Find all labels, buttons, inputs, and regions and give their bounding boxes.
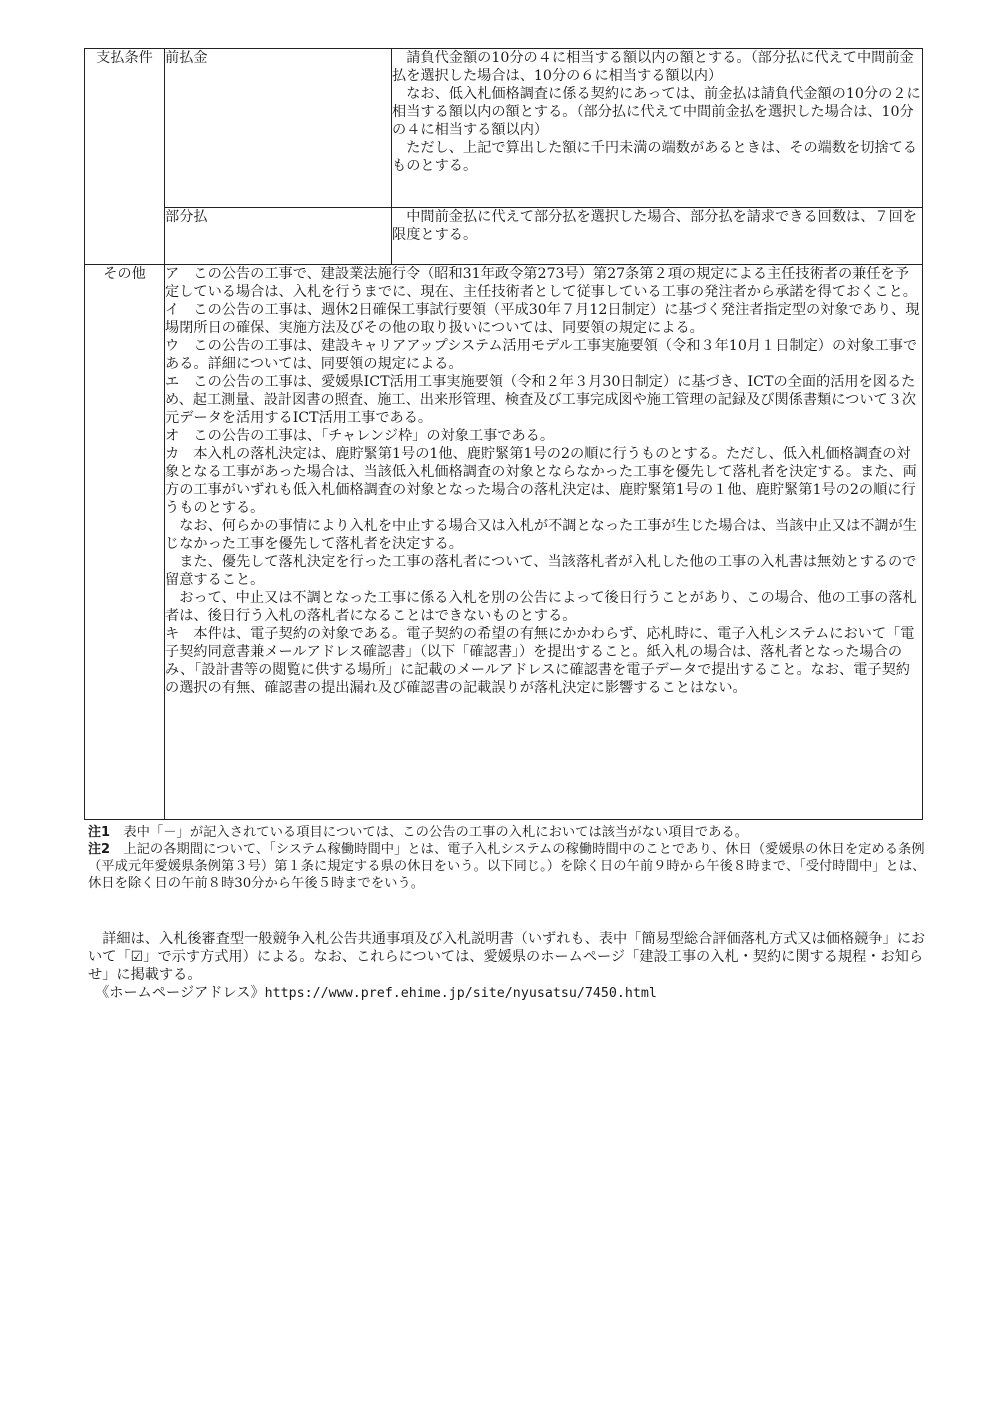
payment-partial-row (85, 208, 923, 265)
footnote-label: 注2 (88, 842, 111, 857)
other-content (165, 265, 923, 820)
other-item-a: ア この公告の工事で、建設業法施行令（昭和31年政令第273号）第27条第２項の規定による主任技術者の兼任を予定している場合は、入札を行うまでに、現在、主任技術者として従事している工事の発注者から承諾を得ておくこと。 (165, 266, 917, 300)
detail-text: 詳細は、入札後審査型一般競争入札公告共通事項及び入札説明書（いずれも、表中「簡易型総合評価落札方式又は価格競争」において「☑」で示す方式用）による。なお、これらについては、愛媛県のホームページ「建設工事の入札・契約に関する規程・お知らせ」に掲載する。 (88, 931, 926, 983)
other-item-u: ウ この公告の工事は、建設キャリアアップシステム活用モデル工事実施要領（令和３年10月１日制定）の対象工事である。詳細については、同要領の規定による。 (165, 338, 918, 372)
other-item-ka-note1: なお、何らかの事情により入札を中止する場合又は入札が不調となった工事が生じた場合は、当該中止又は不調が生じなかった工事を優先して落札者を決定する。 (165, 518, 917, 552)
other-item-ki: キ 本件は、電子契約の対象である。電子契約の希望の有無にかかわらず、応札時に、電子入札システムにおいて「電子契約同意書兼メールアドレス確認書」（以下「確認書」）を提出すること。紙入札の場合は、落札者となった場合のみ、「設計書等の閲覧に供する場所」に記載のメールアドレスに確認書を電子データで提出すること。なお、電子契約の選択の有無、確認書の提出漏れ及び確認書の記載誤りが落札決定に影響することはない。 (165, 626, 915, 696)
other-label: その他 (85, 265, 165, 820)
advance-paragraph: ただし、上記で算出した額に千円未満の端数があるときは、その端数を切捨てるものとする。 (392, 140, 917, 174)
advance-payment-content (392, 49, 923, 208)
advance-paragraph: 請負代金額の10分の４に相当する額以内の額とする。（部分払に代えて中間前金払を選択した場合は、10分の６に相当する額以内） (392, 50, 914, 84)
partial-payment-label: 部分払 (165, 208, 392, 265)
detail-section (88, 930, 928, 1003)
conditions-table (84, 48, 923, 820)
other-item-i: イ この公告の工事は、週休2日確保工事試行要領（平成30年７月12日制定）に基づく発注者指定型の対象であり、現場閉所日の確保、実施方法及びその他の取り扱いについては、同要領の規定による。 (165, 302, 920, 336)
homepage-label: 《ホームページアドレス》 (88, 985, 265, 1001)
homepage-line (88, 984, 928, 1003)
other-item-e: エ この公告の工事は、愛媛県ICT活用工事実施要領（令和２年３月30日制定）に基づき、ICTの全面的活用を図るため、起工測量、設計図書の照査、施工、出来形管理、検査及び工事完成図や施工管理の記録及び関係書類について３次元データを活用するICT活用工事である。 (165, 374, 917, 426)
other-item-ka: カ 本入札の落札決定は、鹿貯緊第1号の1他、鹿貯緊第1号の2の順に行うものとする。ただし、低入札価格調査の対象となる工事があった場合は、当該低入札価格調査の対象とならなかった工事を優先して落札者を決定する。また、両方の工事がいずれも低入札価格調査の対象となった場合の落札決定は、鹿貯緊第1号の１他、鹿貯緊第1号の2の順に行うものとする。 (165, 446, 917, 516)
footnote-text: 表中「－」が記入されている項目については、この公告の工事の入札においては該当がない項目である。 (110, 825, 749, 840)
advance-payment-label: 前払金 (165, 49, 392, 208)
advance-paragraph: なお、低入札価格調査に係る契約にあっては、前金払は請負代金額の10分の２に相当する額以内の額とする。（部分払に代えて中間前金払を選択した場合は、10分の４に相当する額以内） (392, 86, 921, 138)
partial-payment-content (392, 208, 923, 265)
footnote-label: 注1 (88, 825, 111, 840)
footnote-text: 上記の各期間について、「システム稼働時間中」とは、電子入札システムの稼働時間中のことであり、休日（愛媛県の休日を定める条例（平成元年愛媛県条例第３号）第１条に規定する県の休日をいう。以下同じ。）を除く日の午前９時から午後８時まで、「受付時間中」とは、休日を除く日の午前８時30分から午後５時までをいう。 (88, 842, 926, 891)
partial-paragraph: 中間前金払に代えて部分払を選択した場合、部分払を請求できる回数は、７回を限度とする。 (392, 209, 917, 243)
footnote-1 (88, 824, 928, 841)
homepage-url[interactable]: https://www.pref.ehime.jp/site/nyusatsu/7450.html (264, 986, 657, 1001)
other-item-o: オ この公告の工事は、「チャレンジ枠」の対象工事である。 (165, 428, 555, 444)
other-item-ka-note2: また、優先して落札決定を行った工事の落札者について、当該落札者が入札した他の工事の入札書は無効とするので留意すること。 (165, 554, 917, 588)
other-row (85, 265, 923, 820)
payment-conditions-label: 支払条件 (85, 49, 165, 265)
footnote-2 (88, 841, 928, 892)
other-item-ka-note3: おって、中止又は不調となった工事に係る入札を別の公告によって後日行うことがあり、この場合、他の工事の落札者は、後日行う入札の落札者になることはできないものとする。 (165, 590, 917, 624)
payment-advance-row (85, 49, 923, 208)
footnotes (88, 824, 928, 892)
